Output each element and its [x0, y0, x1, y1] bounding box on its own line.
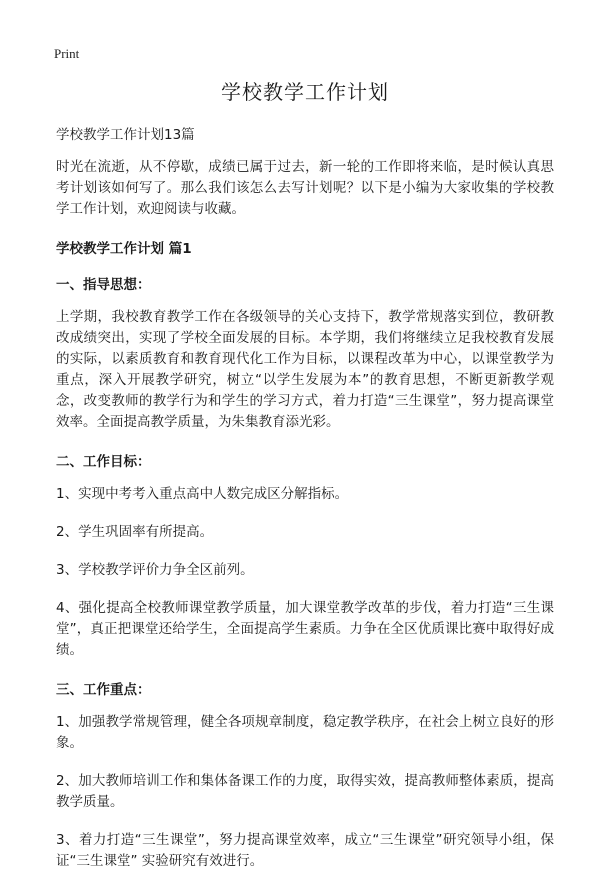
article-heading: 学校教学工作计划 篇1	[56, 241, 192, 257]
list-item: 2、加大教师培训工作和集体备课工作的力度，取得实效，提高教师整体素质，提高教学质量。	[56, 773, 554, 810]
section-heading: 三、工作重点：	[56, 682, 151, 698]
list-item: 1、实现中考考入重点高中人数完成区分解指标。	[56, 486, 349, 502]
intro-paragraph: 时光在流逝，从不停歇，成绩已属于过去，新一轮的工作即将来临，是时候认真思考计划该如何写了。那么我们该怎么去写计划呢？以下是小编为大家收集的学校教学工作计划，欢迎阅读与收藏。	[56, 159, 554, 217]
document-subtitle: 学校教学工作计划13篇	[56, 127, 195, 143]
document-title: 学校教学工作计划	[221, 80, 389, 104]
list-item: 4、强化提高全校教师课堂教学质量，加大课堂教学改革的步伐，着力打造“三生课堂”，真正把课堂还给学生，全面提高学生素质。力争在全区优质课比赛中取得好成绩。	[56, 600, 554, 658]
section-heading: 一、指导思想：	[56, 277, 151, 293]
list-item: 2、学生巩固率有所提高。	[56, 524, 214, 540]
section-guiding-ideology	[56, 273, 554, 433]
section-work-focus	[56, 678, 554, 872]
section-work-goals	[56, 450, 554, 661]
print-link[interactable]: Print	[54, 46, 80, 61]
section-heading: 二、工作目标：	[56, 454, 151, 470]
document-page	[56, 76, 554, 889]
list-item: 1、加强教学常规管理，健全各项规章制度，稳定教学秩序，在社会上树立良好的形象。	[56, 714, 554, 751]
list-item: 3、着力打造“三生课堂”，努力提高课堂效率，成立“三生课堂”研究领导小组，保证“三生课堂” 实验研究有效进行。	[56, 832, 554, 869]
list-item: 3、学校教学评价力争全区前列。	[56, 562, 254, 578]
section-paragraph: 上学期，我校教育教学工作在各级领导的关心支持下，教学常规落实到位，教研教改成绩突出，实现了学校全面发展的目标。本学期，我们将继续立足我校教育发展的实际，以素质教育和教育现代化工作为目标，以课程改革为中心，以课堂教学为重点，深入开展教学研究，树立“以学生发展为本”的教育思想，不断更新教学观念，改变教师的教学行为和学生的学习方式，着力打造“三生课堂”，努力提高课堂效率。全面提高教学质量，为朱集教育添光彩。	[56, 309, 554, 430]
